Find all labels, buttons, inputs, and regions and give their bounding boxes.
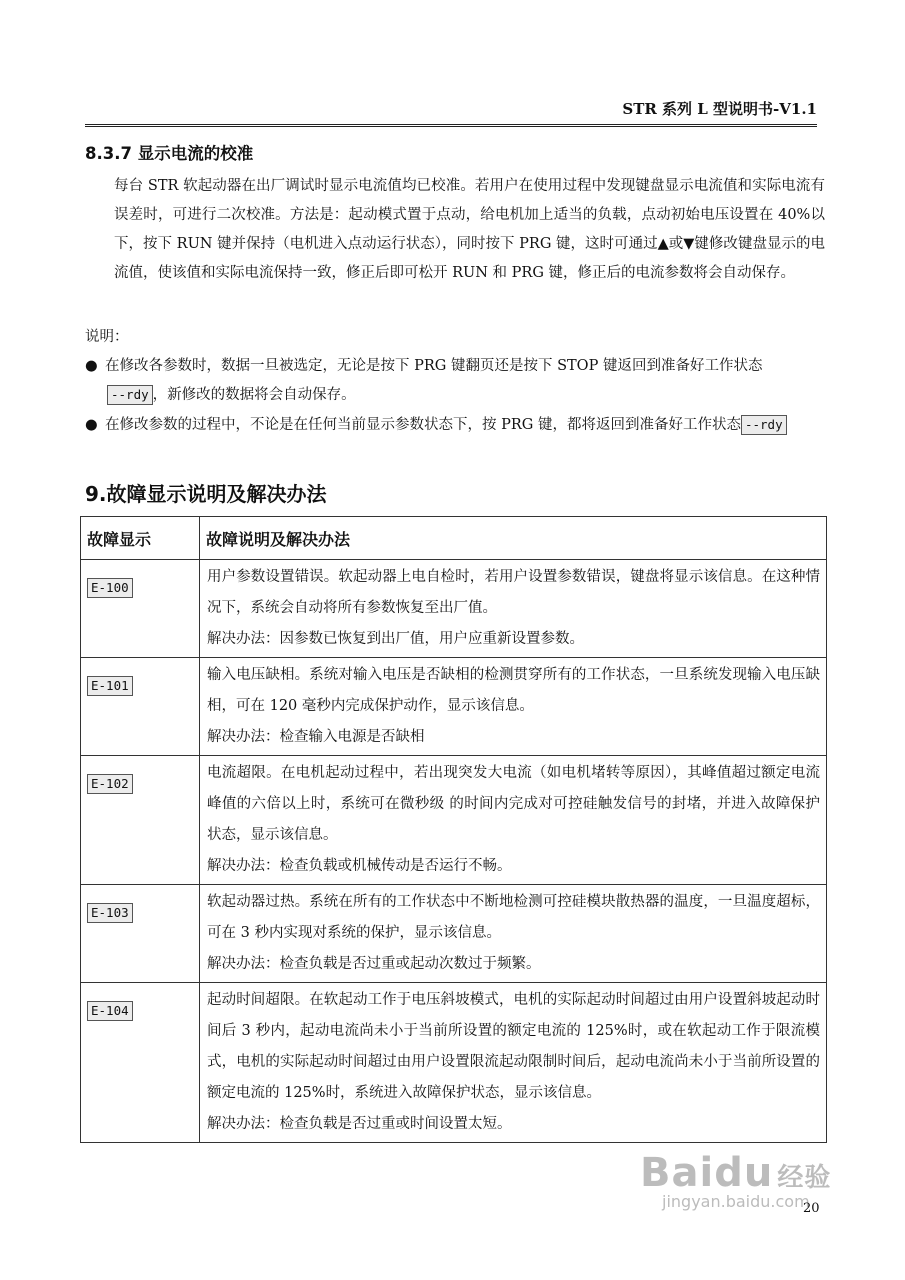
- fault-solution: 解决办法：因参数已恢复到出厂值，用户应重新设置参数。: [207, 631, 584, 647]
- fault-solution: 解决办法：检查负载或机械传动是否运行不畅。: [207, 858, 512, 874]
- table-row: [81, 756, 827, 885]
- fault-code-cell: [81, 756, 200, 885]
- document-header: [85, 98, 817, 127]
- baidu-jingyan-watermark: [640, 1150, 860, 1211]
- bullet-1-text: 在修改各参数时，数据一旦被选定，无论是按下 PRG 键翻页还是按下 STOP 键返回到准备好工作状态: [105, 358, 763, 374]
- fault-solution: 解决办法：检查输入电源是否缺相: [207, 729, 425, 745]
- watermark-logo: [640, 1150, 860, 1196]
- fault-code: E-103: [87, 903, 133, 923]
- paragraph-text: 每台 STR 软起动器在出厂调试时显示电流值均已校准。若用户在使用过程中发现键盘显示电流值和实际电流有误差时，可进行二次校准。方法是：起动模式置于点动，给电机加上适当的负载，点动初始电压设置在 40%以下，按下 RUN 键并保持（电机进入点动运行状态），同时按下 PRG 键，这时可通过▲或▼键修改键盘显示的电流值，使该值和实际电流保持一致，修正后即可松开 RUN 和 PRG 键，修正后的电流参数将会自动保存。: [114, 178, 825, 281]
- table-row: [81, 885, 827, 983]
- fault-code-cell: [81, 560, 200, 658]
- note-bullet-2: [85, 411, 825, 440]
- table-row: [81, 560, 827, 658]
- fault-description-cell: [200, 560, 827, 658]
- fault-description: 电流超限。在电机起动过程中，若出现突发大电流（如电机堵转等原因），其峰值超过额定电流峰值的六倍以上时，系统可在微秒级 的时间内完成对可控硅触发信号的封堵，并进入故障保护状态，显示该信息。: [207, 765, 820, 843]
- display-code-rdy: --rdy: [741, 415, 787, 435]
- fault-description-cell: [200, 983, 827, 1143]
- fault-description: 软起动器过热。系统在所有的工作状态中不断地检测可控硅模块散热器的温度，一旦温度超标，可在 3 秒内实现对系统的保护，显示该信息。: [207, 894, 820, 941]
- fault-code: E-102: [87, 774, 133, 794]
- bullet-dot-icon: ●: [85, 417, 98, 433]
- header-fault-display: 故障显示: [81, 517, 200, 560]
- bullet-dot-icon: ●: [85, 358, 98, 374]
- bullet-1-tail: ，新修改的数据将会自动保存。: [152, 387, 356, 403]
- fault-code: E-104: [87, 1001, 133, 1021]
- chapter-title: 9.故障显示说明及解决办法: [85, 482, 327, 506]
- fault-description: 用户参数设置错误。软起动器上电自检时，若用户设置参数错误，键盘将显示该信息。在这种情况下，系统会自动将所有参数恢复至出厂值。: [207, 569, 820, 616]
- fault-table: [80, 516, 827, 1143]
- fault-solution: 解决办法：检查负载是否过重或时间设置太短。: [207, 1116, 512, 1132]
- fault-code-cell: [81, 658, 200, 756]
- section-paragraph: [85, 172, 825, 288]
- table-row: [81, 983, 827, 1143]
- fault-description: 起动时间超限。在软起动工作于电压斜坡模式，电机的实际起动时间超过由用户设置斜坡起动时间后 3 秒内，起动电流尚未小于当前所设置的额定电流的 125%时，或在软起动工作于限流模式，电机的实际起动时间超过由用户设置限流起动限制时间后，起动电流尚未小于当前所设置的额定电流的 125%时，系统进入故障保护状态，显示该信息。: [207, 992, 820, 1101]
- page-number: 20: [803, 1201, 820, 1216]
- fault-code-cell: [81, 885, 200, 983]
- note-label: 说明：: [85, 329, 129, 345]
- table-row: [81, 658, 827, 756]
- fault-code: E-101: [87, 676, 133, 696]
- watermark-url: jingyan.baidu.com: [662, 1192, 810, 1211]
- fault-solution: 解决办法：检查负载是否过重或起动次数过于频繁。: [207, 956, 541, 972]
- header-title: STR 系列 L 型说明书-V1.1: [622, 100, 817, 118]
- fault-description-cell: [200, 885, 827, 983]
- header-fault-description: 故障说明及解决办法: [200, 517, 827, 560]
- fault-description-cell: [200, 756, 827, 885]
- display-code-rdy: --rdy: [107, 385, 153, 405]
- fault-description-cell: [200, 658, 827, 756]
- fault-description: 输入电压缺相。系统对输入电压是否缺相的检测贯穿所有的工作状态，一旦系统发现输入电压缺相，可在 120 毫秒内完成保护动作，显示该信息。: [207, 667, 820, 714]
- fault-code-cell: [81, 983, 200, 1143]
- section-title: 8.3.7 显示电流的校准: [85, 144, 254, 163]
- fault-code: E-100: [87, 578, 133, 598]
- table-header-row: [81, 517, 827, 560]
- watermark-logo-suffix: 经验: [777, 1163, 832, 1193]
- bullet-2-text: 在修改参数的过程中，不论是在任何当前显示参数状态下，按 PRG 键，都将返回到准备好工作状态: [105, 417, 741, 433]
- note-bullet-1: [85, 352, 825, 410]
- watermark-logo-text: Baidu: [640, 1150, 774, 1196]
